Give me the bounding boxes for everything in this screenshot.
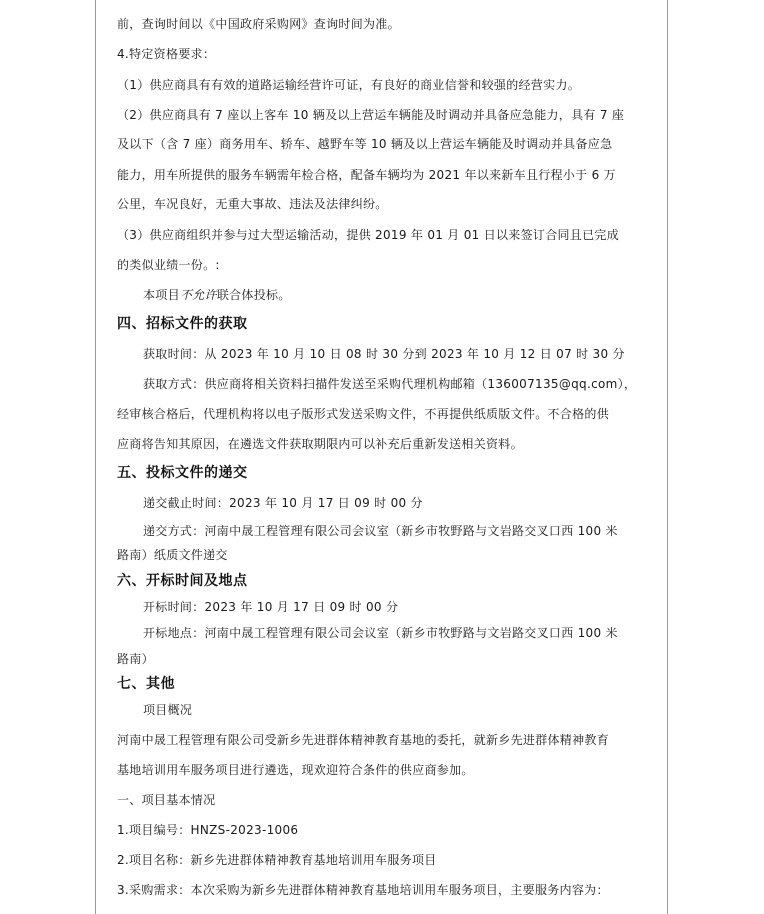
qualification-item-3: （3）供应商组织并参与过大型运输活动，提供 2019 年 01 月 01 日以来签订合同且已完成 [117, 228, 620, 242]
project-name: 2.项目名称：新乡先进群体精神教育基地培训用车服务项目 [117, 853, 437, 867]
joint-bid-suffix: 联合体投标。 [216, 288, 291, 302]
acquire-method: 获取方式：供应商将相关资料扫描件发送至采购代理机构邮箱（136007135@qq.com）， [143, 377, 637, 391]
project-number: 1.项目编号：HNZS-2023-1006 [117, 823, 299, 837]
submit-deadline: 递交截止时间：2023 年 10 月 17 日 09 时 00 分 [143, 496, 423, 510]
section-heading-6: 六、开标时间及地点 [117, 573, 248, 589]
text-line: 路南） [117, 652, 154, 666]
qualification-item-2: （2）供应商具有 7 座以上客车 10 辆及以上营运车辆能及时调动并具备应急能力，具有 7 座 [117, 108, 625, 122]
text-line: 及以下（含 7 座）商务用车、轿车、越野车等 10 辆及以上营运车辆能及时调动并具备应急 [117, 137, 613, 151]
joint-bid-emphasis: 不允许 [179, 288, 217, 302]
page-border-left [95, 0, 96, 914]
opening-time: 开标时间：2023 年 10 月 17 日 09 时 00 分 [143, 600, 399, 614]
project-overview-title: 项目概况 [143, 703, 193, 717]
qualification-title: 4.特定资格要求： [117, 47, 216, 61]
section-heading-7: 七、其他 [117, 676, 175, 692]
text-line: 的类似业绩一份。: [117, 258, 220, 272]
joint-bid-note [143, 287, 291, 303]
submit-method: 递交方式：河南中晟工程管理有限公司会议室（新乡市牧野路与文岩路交叉口西 100 米 [143, 524, 618, 538]
text-line: 基地培训用车服务项目进行遴选，现欢迎符合条件的供应商参加。 [117, 763, 474, 777]
text-line: 前，查询时间以《中国政府采购网》查询时间为准。 [117, 17, 400, 31]
text-line: 能力，用车所提供的服务车辆需年检合格，配备车辆均为 2021 年以来新车且行程小于 6 万 [117, 168, 616, 182]
text-line: 河南中晟工程管理有限公司受新乡先进群体精神教育基地的委托，就新乡先进群体精神教育 [117, 733, 610, 747]
joint-bid-prefix: 本项目 [143, 288, 180, 302]
section-heading-4: 四、招标文件的获取 [117, 316, 248, 332]
qualification-item-1: （1）供应商具有有效的道路运输经营许可证，有良好的商业信誉和较强的经营实力。 [117, 78, 581, 92]
text-line: 路南）纸质文件递交 [117, 548, 228, 562]
text-line: 公里，车况良好，无重大事故、违法及法律纠纷。 [117, 197, 388, 211]
basic-info-title: 一、项目基本情况 [117, 793, 216, 807]
opening-place: 开标地点：河南中晟工程管理有限公司会议室（新乡市牧野路与文岩路交叉口西 100 米 [143, 626, 618, 640]
section-heading-5: 五、投标文件的递交 [117, 465, 248, 481]
page-border-right [667, 0, 668, 914]
procurement-demand: 3.采购需求：本次采购为新乡先进群体精神教育基地培训用车服务项目，主要服务内容为： [117, 883, 609, 897]
text-line: 应商将告知其原因，在遴选文件获取期限内可以补充后重新发送相关资料。 [117, 437, 523, 451]
text-line: 经审核合格后，代理机构将以电子版形式发送采购文件，不再提供纸质版文件。不合格的供 [117, 407, 610, 421]
acquire-time: 获取时间：从 2023 年 10 月 10 日 08 时 30 分到 2023 年 10 月 12 日 07 时 30 分 [143, 347, 625, 361]
